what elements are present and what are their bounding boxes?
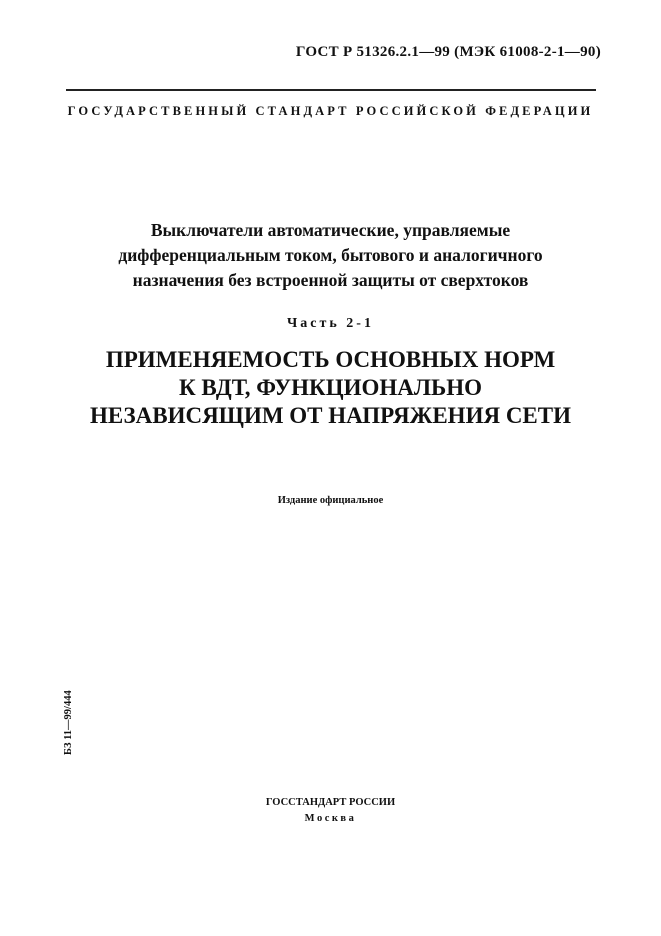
- organization-title: ГОСУДАРСТВЕННЫЙ СТАНДАРТ РОССИЙСКОЙ ФЕДЕРАЦИИ: [67, 104, 594, 118]
- publication-city: Москва: [304, 813, 357, 824]
- part-label: Часть 2-1: [287, 316, 374, 331]
- subject-line: Выключатели автоматические, управляемые: [150, 220, 511, 240]
- subject-line: назначения без встроенной защиты от сверхтоков: [132, 270, 529, 290]
- title-line: ПРИМЕНЯЕМОСТЬ ОСНОВНЫХ НОРМ: [105, 347, 556, 372]
- title-line: К ВДТ, ФУНКЦИОНАЛЬНО: [179, 375, 482, 400]
- subject-heading: [0, 218, 661, 293]
- main-title: [0, 346, 661, 430]
- edition-label: Издание официальное: [277, 495, 384, 506]
- header-divider: [66, 89, 596, 91]
- standard-code: ГОСТ Р 51326.2.1—99 (МЭК 61008-2-1—90): [295, 44, 601, 60]
- subject-line: дифференциальным током, бытового и аналогичного: [118, 245, 543, 265]
- publisher-name: ГОССТАНДАРТ РОССИИ: [265, 797, 396, 808]
- title-line: НЕЗАВИСЯЩИМ ОТ НАПРЯЖЕНИЯ СЕТИ: [89, 403, 572, 428]
- side-registration-code: БЗ 11—99/444: [63, 690, 74, 755]
